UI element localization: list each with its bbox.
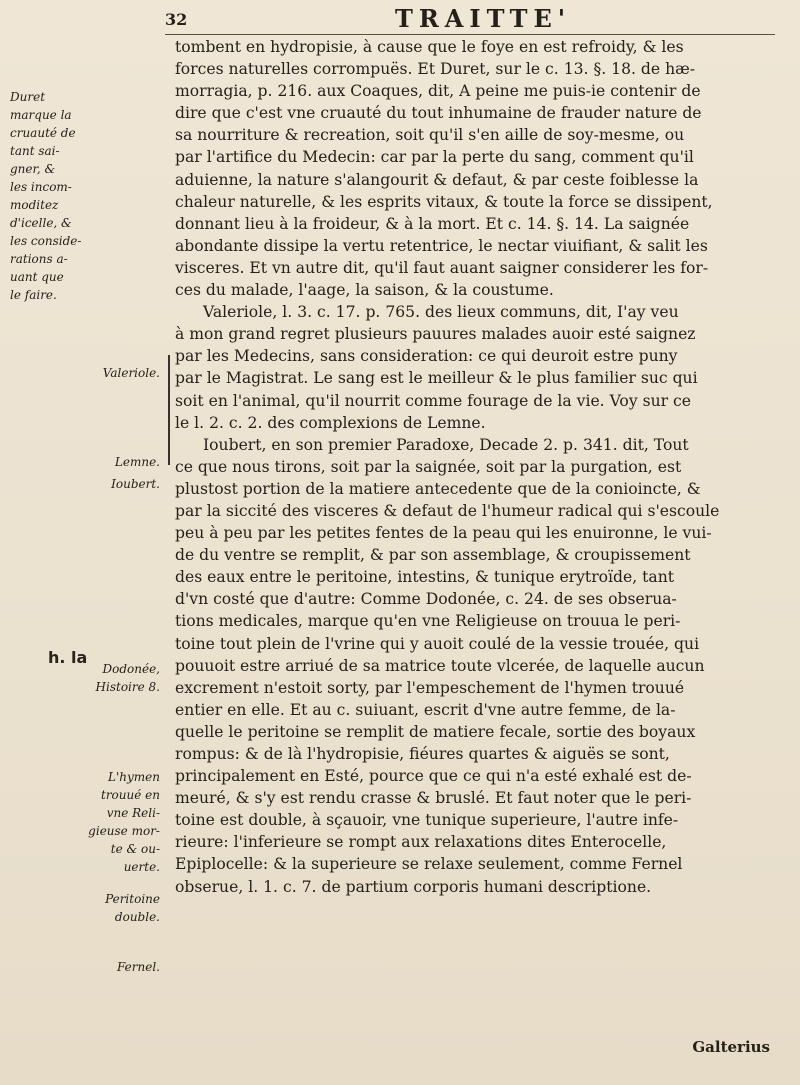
margin-note-line: d'icelle, & (10, 216, 72, 230)
margin-note-line: moditez (10, 198, 59, 212)
margin-note-line: Ioubert. (111, 477, 160, 491)
margin-note-line: marque la (10, 108, 72, 122)
text-line: tions medicales, marque qu'en vne Religieuse on trouua le peri- (175, 612, 681, 631)
margin-note-lemne (40, 453, 160, 471)
margin-note-line: uerte. (123, 860, 160, 874)
margin-note-line: vne Reli- (106, 806, 160, 820)
text-line: meuré, & s'y est rendu crasse & bruslé. Et faut noter que le peri- (175, 789, 692, 808)
margin-note-line: Valeriole. (102, 366, 160, 380)
text-line: rieure: l'inferieure se rompt aux relaxations dites Enterocelle, (175, 833, 667, 852)
header-rule (165, 34, 775, 35)
margin-bracket (168, 355, 170, 465)
text-line: visceres. Et vn autre dit, qu'il faut auant saigner considerer les for- (175, 258, 709, 277)
margin-note-line: trouué en (101, 788, 160, 802)
handwritten-note: h. la (48, 648, 88, 667)
text-line: quelle le peritoine se remplit de matiere fecale, sortie des boyaux (175, 722, 696, 741)
margin-note-line: te & ou- (110, 842, 160, 856)
margin-note-line: uant que (10, 270, 64, 284)
text-line: pouuoit estre arriué de sa matrice toute vlcerée, de laquelle aucun (175, 656, 705, 675)
body-text (175, 36, 790, 898)
running-head: TRAITTE' (395, 4, 572, 33)
margin-note-line: gieuse mor- (88, 824, 160, 838)
text-line: par l'artifice du Medecin: car par la perte du sang, comment qu'il (175, 148, 694, 167)
text-line: Epiplocelle: & la superieure se relaxe seulement, comme Fernel (175, 855, 683, 874)
text-line: toine tout plein de l'vrine qui y auoit coulé de la vessie trouée, qui (175, 634, 700, 653)
text-line: obserue, l. 1. c. 7. de partium corporis humani descriptione. (175, 877, 652, 896)
text-line: à mon grand regret plusieurs pauures malades auoir esté saignez (175, 325, 696, 344)
text-line: morragia, p. 216. aux Coaques, dit, A peine me puis-ie contenir de (175, 82, 701, 101)
margin-note-line: gner, & (10, 162, 56, 176)
text-line: des eaux entre le peritoine, intestins, & tunique erytroïde, tant (175, 568, 675, 587)
text-line: de du ventre se remplit, & par son assemblage, & croupissement (175, 546, 691, 565)
text-line: rompus: & de là l'hydropisie, fiéures quartes & aiguës se sont, (175, 745, 670, 763)
margin-note-line: les incom- (10, 180, 72, 194)
text-line: Valeriole, l. 3. c. 17. p. 765. des lieux communs, dit, I'ay veu (203, 303, 679, 322)
margin-note-line: double. (114, 910, 160, 924)
text-line: tombent en hydropisie, à cause que le foye en est refroidy, & les (175, 38, 684, 56)
text-line: abondante dissipe la vertu retentrice, le nectar viuifiant, & salit les (175, 236, 708, 255)
catchword: Galterius (692, 1038, 770, 1056)
text-line: plustost portion de la matiere antecedente que de la conioincte, & (175, 479, 701, 498)
margin-note-line: Dodonée, (102, 662, 160, 676)
margin-note-line: les conside- (10, 234, 82, 248)
text-line: peu à peu par les petites fentes de la peau qui les enuironne, le vui- (175, 524, 712, 543)
margin-note-line: Fernel. (117, 960, 160, 974)
text-line: soit en l'animal, qu'il nourrit comme fourage de la vie. Voy sur ce (175, 391, 692, 410)
margin-note-fernel (40, 958, 160, 976)
margin-note-hymen (40, 768, 160, 876)
text-line: donnant lieu à la froideur, & à la mort. Et c. 14. §. 14. La saignée (175, 214, 690, 233)
text-line: d'vn costé que d'autre: Comme Dodonée, c. 24. de ses obserua- (175, 590, 677, 609)
margin-note-valeriole (40, 364, 160, 382)
text-line: chaleur naturelle, & les esprits vitaux, & toute la force se dissipent, (175, 192, 713, 211)
margin-note-line: Histoire 8. (95, 680, 160, 694)
margin-note-line: Duret (10, 90, 46, 104)
page-number: 32 (165, 10, 188, 29)
margin-note-line: le faire. (10, 288, 57, 302)
text-line: excrement n'estoit sorty, par l'empeschement de l'hymen trouué (175, 678, 685, 697)
text-line: ce que nous tirons, soit par la saignée, soit par la purgation, est (175, 457, 682, 476)
margin-note-peritoine (40, 890, 160, 926)
text-line: aduienne, la nature s'alangourit & defaut, & par ceste foiblesse la (175, 170, 699, 189)
text-line: par le Magistrat. Le sang est le meilleur & le plus familier suc qui (175, 369, 698, 388)
text-line: Ioubert, en son premier Paradoxe, Decade 2. p. 341. dit, Tout (203, 435, 689, 454)
text-line: dire que c'est vne cruauté du tout inhumaine de frauder nature de (175, 104, 702, 123)
margin-note-line: Lemne. (114, 455, 160, 469)
text-line: par la siccité des visceres & defaut de l'humeur radical qui s'escoule (175, 501, 720, 520)
margin-note-line: tant sai- (10, 144, 60, 158)
text-line: entier en elle. Et au c. suiuant, escrit d'vne autre femme, de la- (175, 700, 676, 719)
margin-note-joubert (40, 475, 160, 493)
text-line: toine est double, à sçauoir, vne tunique superieure, l'autre infe- (175, 811, 679, 830)
margin-note-line: cruauté de (10, 126, 76, 140)
text-line: ces du malade, l'aage, la saison, & la coustume. (175, 281, 554, 300)
text-line: le l. 2. c. 2. des complexions de Lemne. (175, 413, 486, 432)
margin-note-line: rations a- (10, 252, 68, 266)
margin-note-duret (10, 88, 160, 304)
text-line: par les Medecins, sans consideration: ce qui deuroit estre puny (175, 347, 678, 366)
text-line: principalement en Esté, pource que ce qui n'a esté exhalé est de- (175, 767, 692, 786)
margin-note-line: L'hymen (108, 770, 160, 784)
text-line: forces naturelles corrompuës. Et Duret, sur le c. 13. §. 18. de hæ- (175, 60, 696, 79)
margin-note-line: Peritoine (105, 892, 160, 906)
text-line: sa nourriture & recreation, soit qu'il s'en aille de soy-mesme, ou (175, 126, 685, 145)
